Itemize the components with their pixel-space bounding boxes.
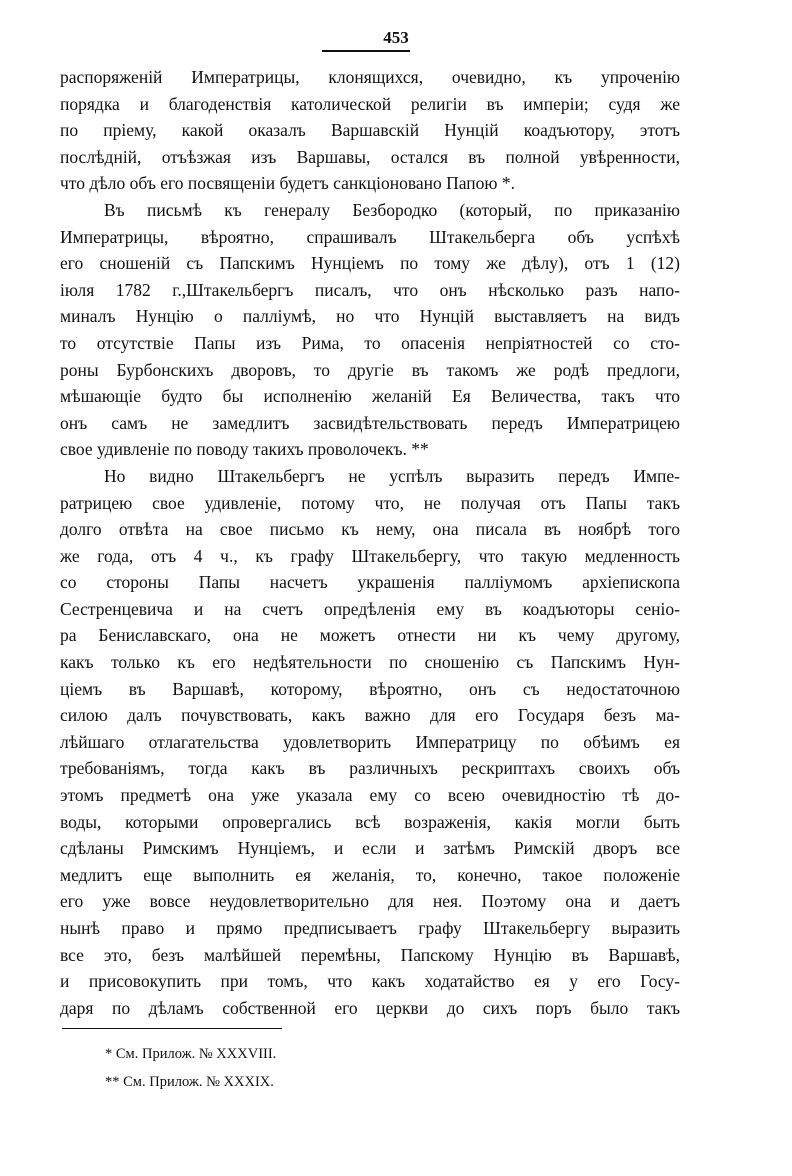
text-line: свое удивленіе по поводу такихъ проволочекъ. **	[60, 439, 429, 460]
text-line: этомъ предметѣ она уже указала ему со всею очевидностію тѣ до-	[60, 785, 680, 806]
footnote-separator	[62, 1028, 282, 1029]
page-number-underline	[322, 50, 410, 52]
text-line: и присовокупить при томъ, что какъ ходатайство ея у его Госу-	[60, 971, 680, 992]
text-line: воды, которыми опровергались всѣ возраженія, какія могли быть	[60, 811, 680, 832]
text-line: порядка и благоденствія католической религіи въ имперіи; судя же	[60, 93, 680, 114]
text-line: Императрицы, вѣроятно, спрашивалъ Штакельберга объ успѣхѣ	[60, 226, 680, 247]
footnote: * См. Прилож. № XXXVIII.	[105, 1046, 277, 1062]
text-line: ра Бениславскаго, она не можетъ отнести ни къ чему другому,	[60, 625, 680, 646]
text-line: Въ письмѣ къ генералу Безбородко (который, по приказанію	[104, 199, 680, 220]
text-line: роны Бурбонскихъ дворовъ, то другіе въ такомъ же родѣ предлоги,	[60, 359, 680, 380]
text-line: что дѣло объ его посвященіи будетъ санкціоновано Папою *.	[60, 173, 515, 194]
text-line: силою далъ почувствовать, какъ важно для его Государя безъ ма-	[60, 705, 680, 726]
text-line: послѣдній, отъѣзжая изъ Варшавы, остался въ полной увѣренности,	[60, 146, 680, 167]
page-number: 453	[383, 28, 409, 47]
body-text	[60, 64, 680, 1021]
text-line: ратрицею свое удивленіе, потому что, не получая отъ Папы такъ	[60, 492, 680, 513]
text-line: Но видно Штакельбергъ не успѣлъ выразить передъ Импе-	[104, 465, 680, 486]
text-line: же года, отъ 4 ч., къ графу Штакельбергу, что такую медленность	[60, 545, 680, 566]
text-line: сдѣланы Римскимъ Нунціемъ, и если и затѣмъ Римскій дворъ все	[60, 838, 680, 859]
text-line: его сношеній съ Папскимъ Нунціемъ по тому же дѣлу), отъ 1 (12)	[60, 253, 680, 274]
text-line: медлитъ еще выполнить ея желанія, то, конечно, такое положеніе	[60, 864, 680, 885]
text-line: требованіямъ, тогда какъ въ различныхъ рескриптахъ своихъ объ	[60, 758, 680, 779]
text-line: даря по дѣламъ собственной его церкви до сихъ поръ было такъ	[60, 997, 680, 1018]
text-line: распоряженій Императрицы, клонящихся, очевидно, къ упроченію	[60, 67, 680, 87]
text-line: по пріему, какой оказалъ Варшавскій Нунцій коадъютору, этотъ	[60, 120, 680, 141]
text-line: Сестренцевича и на счетъ опредѣленія ему въ коадъюторы сеніо-	[60, 598, 680, 619]
text-line: миналъ Нунцію о палліумѣ, но что Нунцій выставляетъ на видъ	[60, 306, 680, 327]
text-line: долго отвѣта на свое письмо къ нему, она писала въ ноябрѣ того	[60, 519, 680, 540]
footnotes	[105, 1040, 276, 1096]
text-line: ціемъ въ Варшавѣ, которому, вѣроятно, онъ съ недостаточною	[60, 678, 680, 699]
text-line: нынѣ право и прямо предписываетъ графу Штакельбергу выразить	[60, 918, 680, 938]
text-line: то отсутствіе Папы изъ Рима, то опасенія непріятностей со сто-	[60, 332, 680, 353]
text-line: онъ самъ не замедлитъ засвидѣтельствовать передъ Императрицею	[60, 412, 680, 433]
text-line: какъ только къ его недѣятельности по сношенію съ Папскимъ Нун-	[60, 652, 680, 673]
text-line: его уже вовсе неудовлетворительно для нея. Поэтому она и даетъ	[60, 891, 680, 912]
text-line: іюля 1782 г.,Штакельбергъ писалъ, что онъ нѣсколько разъ напо-	[60, 279, 680, 300]
text-line: мѣшающіе будто бы исполненію желаній Ея Величества, такъ что	[60, 386, 680, 407]
text-line: лѣйшаго отлагательства удовлетворить Императрицу по обѣимъ ея	[60, 731, 680, 752]
text-line: со стороны Папы насчетъ украшенія палліумомъ архіепископа	[60, 572, 680, 593]
text-line: все это, безъ малѣйшей перемѣны, Папскому Нунцію въ Варшавѣ,	[60, 944, 680, 965]
footnote: ** См. Прилож. № XXXIX.	[105, 1074, 274, 1090]
